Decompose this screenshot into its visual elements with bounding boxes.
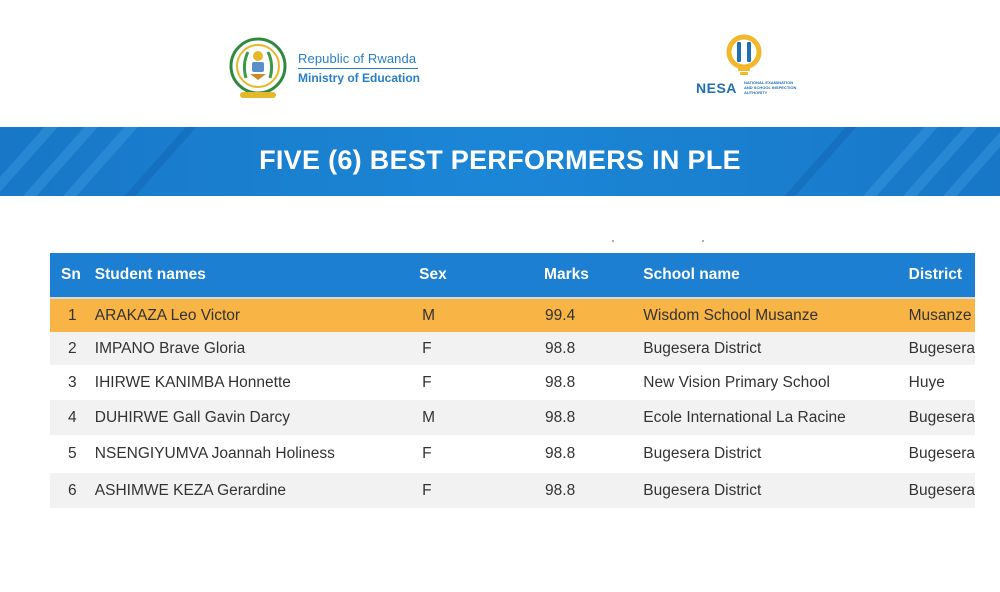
table-header-row xyxy=(50,253,975,298)
col-header-sn: Sn xyxy=(50,253,95,298)
col-header-district: District xyxy=(909,253,975,298)
cell-marks: 98.8 xyxy=(517,473,643,508)
cell-sex: F xyxy=(398,473,517,508)
col-header-name: Student names xyxy=(95,253,398,298)
cell-name: IMPANO Brave Gloria xyxy=(95,332,398,365)
title-banner xyxy=(0,127,1000,196)
cell-district: Bugesera xyxy=(909,473,975,508)
nesa-full-name: NATIONAL EXAMINATION AND SCHOOL INSPECTION AUTHORITY xyxy=(744,80,797,95)
cell-name: DUHIRWE Gall Gavin Darcy xyxy=(95,400,398,435)
cell-sex: M xyxy=(398,298,517,332)
table-row xyxy=(50,365,975,400)
rwanda-coat-of-arms-icon xyxy=(228,34,288,102)
cell-district: Bugesera xyxy=(909,435,975,473)
cell-marks: 98.8 xyxy=(517,400,643,435)
table-row xyxy=(50,298,975,332)
cell-district: Musanze xyxy=(909,298,975,332)
table-row xyxy=(50,473,975,508)
cell-sn: 4 xyxy=(50,400,95,435)
col-header-sex: Sex xyxy=(398,253,517,298)
cell-district: Huye xyxy=(909,365,975,400)
cell-sn: 6 xyxy=(50,473,95,508)
stray-dot xyxy=(702,240,704,242)
cell-name: ASHIMWE KEZA Gerardine xyxy=(95,473,398,508)
ministry-logo xyxy=(228,32,428,104)
cell-marks: 98.8 xyxy=(517,435,643,473)
table-row xyxy=(50,332,975,365)
table-row xyxy=(50,400,975,435)
cell-sn: 2 xyxy=(50,332,95,365)
cell-school: Bugesera District xyxy=(643,332,908,365)
cell-sex: F xyxy=(398,332,517,365)
cell-sn: 5 xyxy=(50,435,95,473)
stray-dot xyxy=(612,240,614,242)
cell-sn: 3 xyxy=(50,365,95,400)
page-title: FIVE (6) BEST PERFORMERS IN PLE xyxy=(259,145,741,175)
cell-school: Wisdom School Musanze xyxy=(643,298,908,332)
ministry-line1: Republic of Rwanda xyxy=(298,51,417,66)
cell-marks: 98.8 xyxy=(517,332,643,365)
cell-sex: F xyxy=(398,365,517,400)
ministry-line2: Ministry of Education xyxy=(298,71,421,85)
nesa-lightbulb-icon xyxy=(722,34,766,78)
col-header-school: School name xyxy=(643,253,908,298)
cell-name: IHIRWE KANIMBA Honnette xyxy=(95,365,398,400)
cell-marks: 98.8 xyxy=(517,365,643,400)
cell-school: New Vision Primary School xyxy=(643,365,908,400)
col-header-marks: Marks xyxy=(517,253,643,298)
nesa-logo xyxy=(696,34,806,98)
nesa-acronym: NESA xyxy=(696,80,737,96)
cell-sex: F xyxy=(398,435,517,473)
cell-marks: 99.4 xyxy=(517,298,643,332)
ministry-divider xyxy=(298,68,418,69)
cell-district: Bugesera xyxy=(909,400,975,435)
cell-sex: M xyxy=(398,400,517,435)
cell-school: Bugesera District xyxy=(643,473,908,508)
cell-school: Bugesera District xyxy=(643,435,908,473)
performers-table xyxy=(50,253,975,508)
cell-sn: 1 xyxy=(50,298,95,332)
cell-name: NSENGIYUMVA Joannah Holiness xyxy=(95,435,398,473)
table-row xyxy=(50,435,975,473)
cell-school: Ecole International La Racine xyxy=(643,400,908,435)
cell-name: ARAKAZA Leo Victor xyxy=(95,298,398,332)
cell-district: Bugesera xyxy=(909,332,975,365)
